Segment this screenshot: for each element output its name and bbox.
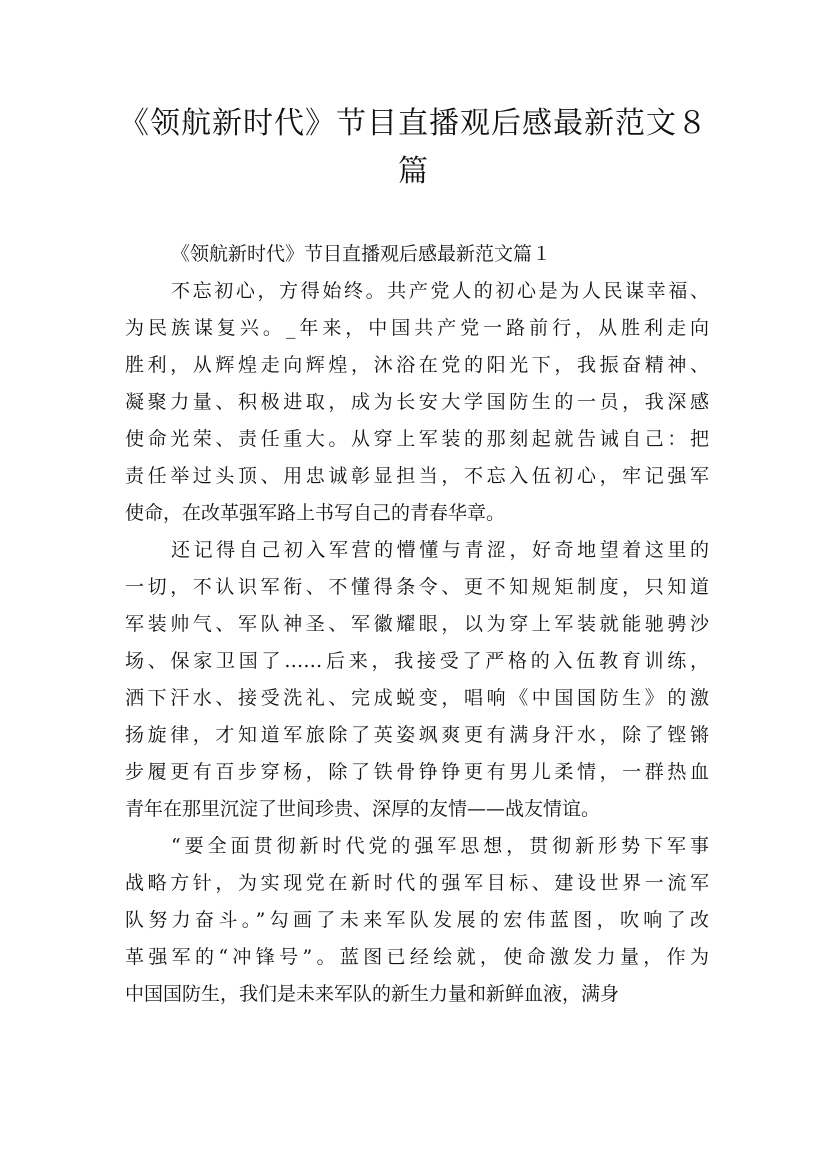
paragraph-line: 洒下汗水、接受洗礼、完成蜕变，唱响《中国国防生》的激	[125, 687, 709, 709]
paragraph-line: 革强军的“冲锋号”。蓝图已经绘就，使命激发力量，作为	[125, 946, 709, 968]
body-paragraph	[125, 532, 709, 828]
paragraph-list	[125, 273, 709, 1013]
paragraph-line: 使命光荣、责任重大。从穿上军装的那刻起就告诫自己：把	[125, 428, 709, 450]
paragraph-line: 军装帅气、军队神圣、军徽耀眼，以为穿上军装就能驰骋沙	[125, 613, 709, 635]
paragraph-line: 队努力奋斗。”勾画了未来军队发展的宏伟蓝图，吹响了改	[125, 909, 709, 931]
paragraph-line: 不忘初心，方得始终。共产党人的初心是为人民谋幸福、	[171, 280, 709, 302]
paragraph-line: 步履更有百步穿杨，除了铁骨铮铮更有男儿柔情，一群热血	[125, 761, 709, 783]
document-title	[110, 100, 717, 196]
paragraph-line: 场、保家卫国了……后来，我接受了严格的入伍教育训练，	[125, 650, 709, 672]
section-heading: 《领航新时代》节目直播观后感最新范文篇１	[171, 243, 552, 265]
paragraph-line: 青年在那里沉淀了世间珍贵、深厚的友情——战友情谊。	[125, 798, 601, 820]
paragraph-line: 凝聚力量、积极进取，成为长安大学国防生的一员，我深感	[125, 391, 709, 413]
paragraph-line: 为民族谋复兴。_年来，中国共产党一路前行，从胜利走向	[125, 317, 709, 339]
paragraph-line: 扬旋律，才知道军旅除了英姿飒爽更有满身汗水，除了铿锵	[125, 724, 709, 746]
paragraph-line: “要全面贯彻新时代党的强军思想，贯彻新形势下军事	[171, 835, 709, 857]
paragraph-line: 中国国防生，我们是未来军队的新生力量和新鲜血液，满身	[125, 983, 620, 1005]
document-title-line-2: 篇	[398, 154, 429, 189]
paragraph-line: 责任举过头顶、用忠诚彰显担当，不忘入伍初心，牢记强军	[125, 465, 709, 487]
paragraph-line: 还记得自己初入军营的懵懂与青涩，好奇地望着这里的	[171, 539, 709, 561]
body-paragraph	[125, 828, 709, 1013]
document-body	[125, 236, 709, 1013]
paragraph-line: 一切，不认识军衔、不懂得条令、更不知规矩制度，只知道	[125, 576, 709, 598]
document-title-line-1: 《领航新时代》节目直播观后感最新范文８	[119, 106, 708, 141]
body-paragraph	[125, 273, 709, 532]
paragraph-line: 战略方针，为实现党在新时代的强军目标、建设世界一流军	[125, 872, 709, 894]
paragraph-line: 使命，在改革强军路上书写自己的青春华章。	[125, 502, 506, 524]
paragraph-line: 胜利，从辉煌走向辉煌，沐浴在党的阳光下，我振奋精神、	[125, 354, 709, 376]
